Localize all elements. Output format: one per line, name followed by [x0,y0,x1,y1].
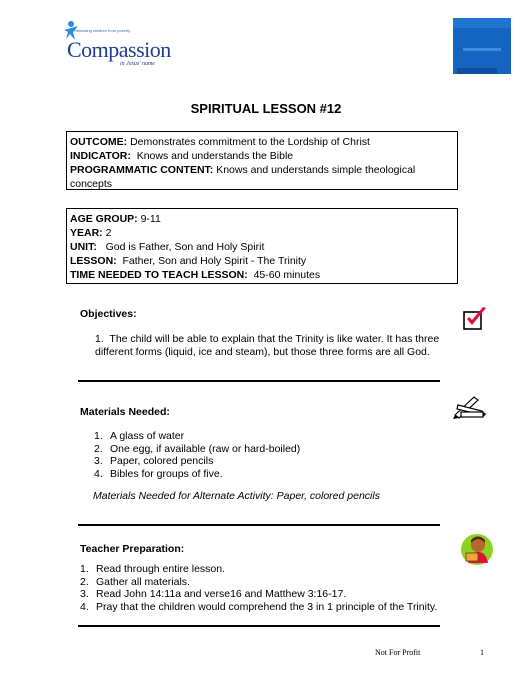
list-item-number: 3. [94,455,103,467]
section-divider [78,380,440,382]
year-label: YEAR: [70,227,103,239]
list-item [80,588,437,601]
programmatic-content-label: PROGRAMMATIC CONTENT: [70,164,214,176]
list-item [94,455,300,468]
list-item-text: One egg, if available (raw or hard-boiled) [110,442,301,455]
alternate-materials: Materials Needed for Alternate Activity: Paper, colored pencils [93,490,380,502]
blue-corner-graphic [453,18,511,74]
logo-subline: in Jesus' name [120,61,155,67]
programmatic-content-row [70,163,457,191]
lesson-row [70,254,457,268]
materials-list [94,430,300,480]
checkbox-check-icon [463,306,488,331]
list-item-text: Paper, colored pencils [110,455,214,467]
objectives-item-number: 1. [95,333,104,345]
list-item-text: Bibles for groups of five. [110,467,223,480]
list-item-text: A glass of water [110,430,185,442]
list-item [80,601,437,614]
time-label: TIME NEEDED TO TEACH LESSON: [70,269,248,281]
unit-label: UNIT: [70,241,97,253]
time-row [70,268,457,282]
list-item-text: Gather all materials. [96,575,190,588]
outcome-value: Demonstrates commitment to the Lordship of Christ [130,136,370,148]
objectives-heading: Objectives: [80,308,137,320]
time-value: 45-60 minutes [253,269,321,281]
indicator-label: INDICATOR: [70,150,131,162]
list-item-number: 4. [94,467,103,480]
objectives-item-text: The child will be able to explain that the Trinity is like water. It has three different forms (liquid, ice and steam), but those three forms are all God. [95,333,440,358]
teacher-icon [460,533,494,566]
list-item [94,468,300,481]
compassion-logo [50,18,170,70]
outcome-box [66,131,458,190]
teacher-prep-list [80,563,437,613]
footer-not-for-profit: Not For Profit [375,648,421,657]
page-number: 1 [480,648,484,657]
logo-wordmark: Compassion [67,37,171,62]
year-row [70,226,457,240]
list-item-text: Pray that the children would comprehend the 3 in 1 principle of the Trinity. [96,600,438,613]
outcome-label: OUTCOME: [70,136,128,148]
unit-row [70,240,457,254]
list-item-number: 1. [80,563,89,575]
materials-heading: Materials Needed: [80,406,170,418]
list-item-text: Read through entire lesson. [96,563,225,575]
indicator-row [70,149,457,163]
list-item [94,430,300,443]
objectives-item [80,333,450,359]
list-item [80,576,437,589]
lesson-value: Father, Son and Holy Spirit - The Trinity [122,255,307,267]
list-item-number: 3. [80,588,89,600]
list-item-number: 2. [94,442,103,455]
lesson-info-box [66,208,458,284]
list-item-text: Read John 14:11a and verse16 and Matthew 3:16-17. [96,588,347,600]
indicator-value: Knows and understands the Bible [136,150,294,162]
year-value: 2 [105,227,112,239]
lesson-label: LESSON: [70,255,117,267]
list-item [94,443,300,456]
list-item-number: 4. [80,600,89,613]
page-title: SPIRITUAL LESSON #12 [190,101,342,116]
section-divider [78,524,440,526]
list-item-number: 2. [80,575,89,588]
outcome-row [70,135,457,149]
pencils-icon [452,395,486,419]
teacher-prep-heading: Teacher Preparation: [80,543,185,555]
list-item-number: 1. [94,430,103,442]
logo-tagline: Releasing children from poverty [74,28,131,33]
age-group-label: AGE GROUP: [70,213,138,225]
section-divider [78,625,440,627]
list-item [80,563,437,576]
unit-value: God is Father, Son and Holy Spirit [105,241,265,253]
age-group-value: 9-11 [140,213,161,225]
age-group-row [70,212,457,226]
programmatic-content-value: Knows and understands simple theological concepts [70,164,416,190]
